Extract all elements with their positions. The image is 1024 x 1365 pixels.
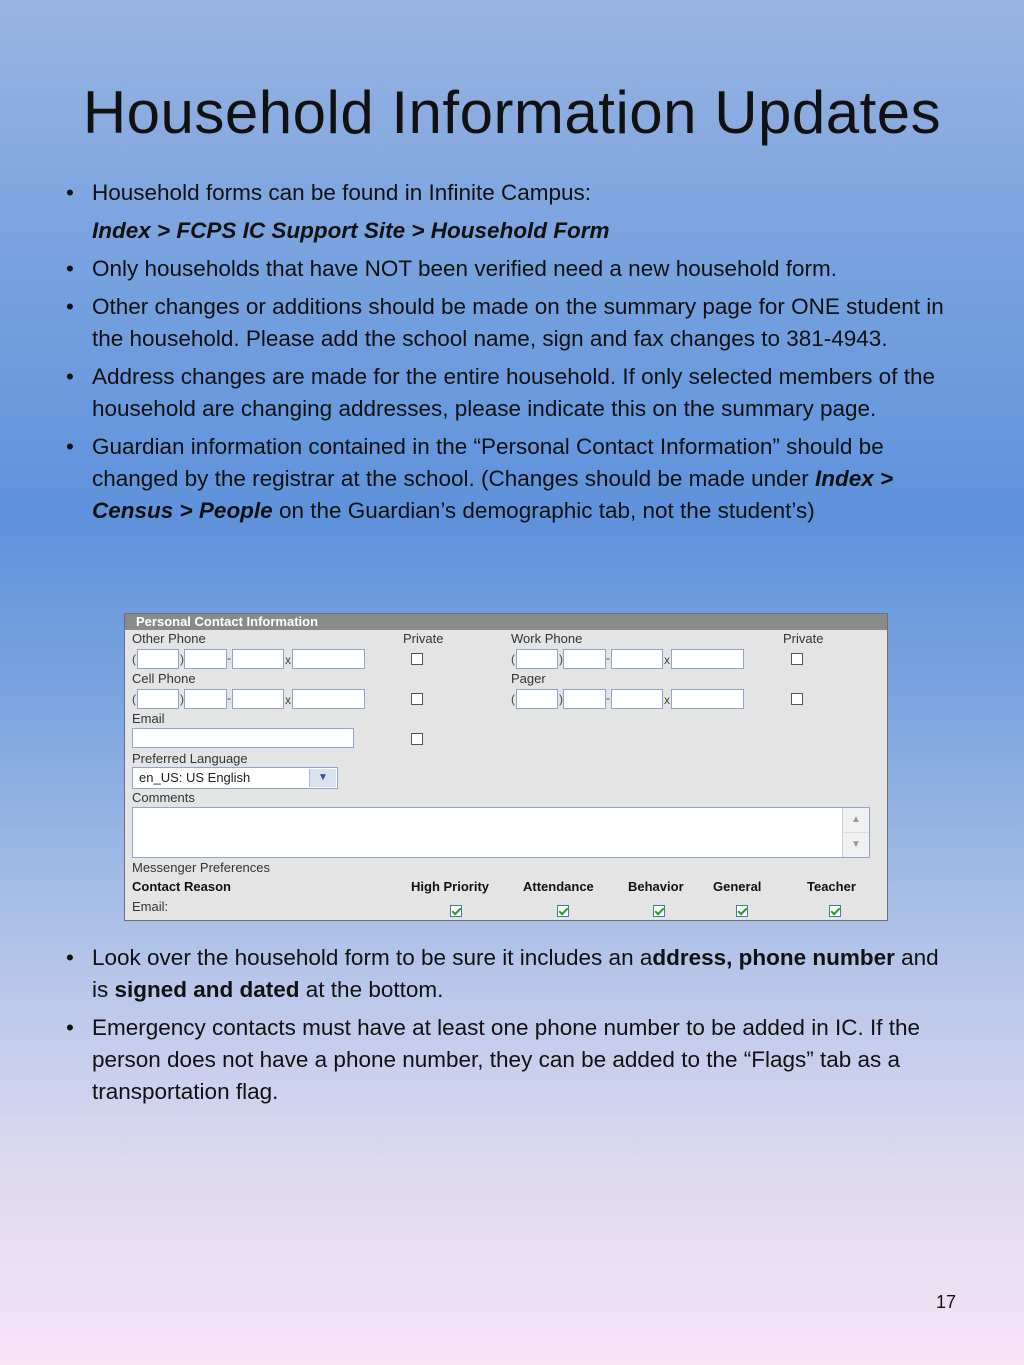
work-phone-ext-input[interactable]: [671, 649, 744, 669]
bullet-item: [66, 942, 961, 1006]
cell-phone-line-input[interactable]: [232, 689, 284, 709]
other-phone-line-input[interactable]: [232, 649, 284, 669]
email-teacher-checkbox[interactable]: [829, 905, 841, 917]
dash: -: [606, 651, 610, 665]
bullet-text: Look over the household form to be sure it includes an a: [92, 945, 653, 970]
paren-open: (: [511, 652, 515, 666]
pager-label: Pager: [511, 671, 546, 686]
email-behavior-checkbox[interactable]: [653, 905, 665, 917]
other-phone-ext-input[interactable]: [292, 649, 365, 669]
menu-path-household-form: Index > FCPS IC Support Site > Household Form: [92, 218, 610, 243]
bullet-item: [66, 291, 961, 355]
scroll-up-icon[interactable]: ▲: [843, 808, 869, 833]
other-phone-private-checkbox[interactable]: [411, 653, 423, 665]
cell-phone-area-input[interactable]: [137, 689, 179, 709]
other-phone-label: Other Phone: [132, 631, 206, 646]
paren-open: (: [132, 652, 136, 666]
bullet-text: at the bottom.: [299, 977, 444, 1002]
contact-reason-label: Contact Reason: [132, 879, 231, 894]
comments-scrollbar[interactable]: [842, 808, 869, 857]
work-phone-area-input[interactable]: [516, 649, 558, 669]
ext-label: x: [285, 653, 291, 667]
bullet-text: Only households that have NOT been verified need a new household form.: [92, 256, 838, 281]
paren-open: (: [132, 692, 136, 706]
column-attendance: Attendance: [523, 879, 594, 894]
pager-private-checkbox[interactable]: [791, 693, 803, 705]
preferred-language-value: en_US: US English: [139, 770, 251, 785]
paren-close: ): [559, 692, 563, 706]
ext-label: x: [664, 653, 670, 667]
scroll-down-icon[interactable]: ▼: [851, 839, 861, 850]
column-general: General: [713, 879, 762, 894]
messenger-preferences-label: Messenger Preferences: [132, 860, 271, 875]
paren-close: ): [180, 652, 184, 666]
pager-line-input[interactable]: [611, 689, 663, 709]
pager-ext-input[interactable]: [671, 689, 744, 709]
other-phone-area-input[interactable]: [137, 649, 179, 669]
personal-contact-form-screenshot: [124, 613, 888, 921]
work-phone-line-input[interactable]: [611, 649, 663, 669]
bullet-item: [66, 253, 961, 285]
bullet-emphasis: signed and dated: [114, 977, 300, 1002]
bullet-text: Guardian information contained in the “Personal Contact Information” should be changed by the registrar at the school. (Changes should be made under: [92, 434, 884, 491]
email-private-checkbox[interactable]: [411, 733, 423, 745]
column-behavior: Behavior: [628, 879, 684, 894]
private-label: Private: [783, 631, 824, 646]
paren-close: ): [180, 692, 184, 706]
comments-textarea[interactable]: [132, 807, 870, 858]
menu-path-census-people: Index > Census > People: [92, 466, 894, 523]
column-high-priority: High Priority: [411, 879, 490, 894]
bullet-text: Household forms can be found in Infinite Campus:: [92, 180, 592, 205]
comments-label: Comments: [132, 790, 195, 805]
work-phone-private-checkbox[interactable]: [791, 653, 803, 665]
cell-phone-prefix-input[interactable]: [184, 689, 227, 709]
bullet-icon: •: [66, 945, 74, 970]
email-field[interactable]: [132, 728, 354, 748]
work-phone-prefix-input[interactable]: [563, 649, 606, 669]
cell-phone-label: Cell Phone: [132, 671, 196, 686]
paren-open: (: [511, 692, 515, 706]
email-row-label: Email:: [132, 899, 169, 914]
pager-area-input[interactable]: [516, 689, 558, 709]
dash: -: [227, 651, 231, 665]
email-label: Email: [132, 711, 165, 726]
private-label: Private: [403, 631, 444, 646]
email-general-checkbox[interactable]: [736, 905, 748, 917]
bullet-icon: •: [66, 434, 74, 459]
other-phone-prefix-input[interactable]: [184, 649, 227, 669]
bullet-text: on the Guardian’s demographic tab, not the student’s): [272, 498, 815, 523]
bullet-item: [66, 431, 961, 527]
bullet-icon: •: [66, 1015, 74, 1040]
bullet-text: Emergency contacts must have at least one phone number to be added in IC. If the person does not have a phone number, they can be added to the “Flags” tab as a transportation flag.: [92, 1015, 920, 1104]
bullet-list-bottom: [66, 942, 961, 1114]
bullet-emphasis: ddress, phone number: [652, 945, 895, 970]
bullet-icon: •: [66, 364, 74, 389]
work-phone-label: Work Phone: [511, 631, 583, 646]
bullet-icon: •: [66, 180, 74, 205]
preferred-language-label: Preferred Language: [132, 751, 248, 766]
preferred-language-select[interactable]: [132, 767, 338, 789]
dash: -: [227, 691, 231, 705]
dash: -: [606, 691, 610, 705]
bullet-list-top: [66, 177, 961, 533]
email-attendance-checkbox[interactable]: [557, 905, 569, 917]
form-header: Personal Contact Information: [125, 614, 887, 630]
paren-close: ): [559, 652, 563, 666]
bullet-icon: •: [66, 256, 74, 281]
bullet-text: Address changes are made for the entire household. If only selected members of the household are changing addresses, please indicate this on the summary page.: [92, 364, 935, 421]
ext-label: x: [285, 693, 291, 707]
ext-label: x: [664, 693, 670, 707]
column-teacher: Teacher: [807, 879, 856, 894]
slide-title: Household Information Updates: [82, 79, 942, 146]
cell-phone-private-checkbox[interactable]: [411, 693, 423, 705]
bullet-item: [66, 361, 961, 425]
bullet-text: Other changes or additions should be made on the summary page for ONE student in the household. Please add the school name, sign and fax changes to 381-4943.: [92, 294, 944, 351]
page-number: 17: [936, 1292, 957, 1312]
email-high-priority-checkbox[interactable]: [450, 905, 462, 917]
bullet-item: [66, 177, 961, 209]
bullet-item: [66, 1012, 961, 1108]
cell-phone-ext-input[interactable]: [292, 689, 365, 709]
bullet-icon: •: [66, 294, 74, 319]
bullet-text: and is: [92, 945, 939, 1002]
chevron-down-icon[interactable]: ▼: [309, 769, 336, 787]
pager-prefix-input[interactable]: [563, 689, 606, 709]
